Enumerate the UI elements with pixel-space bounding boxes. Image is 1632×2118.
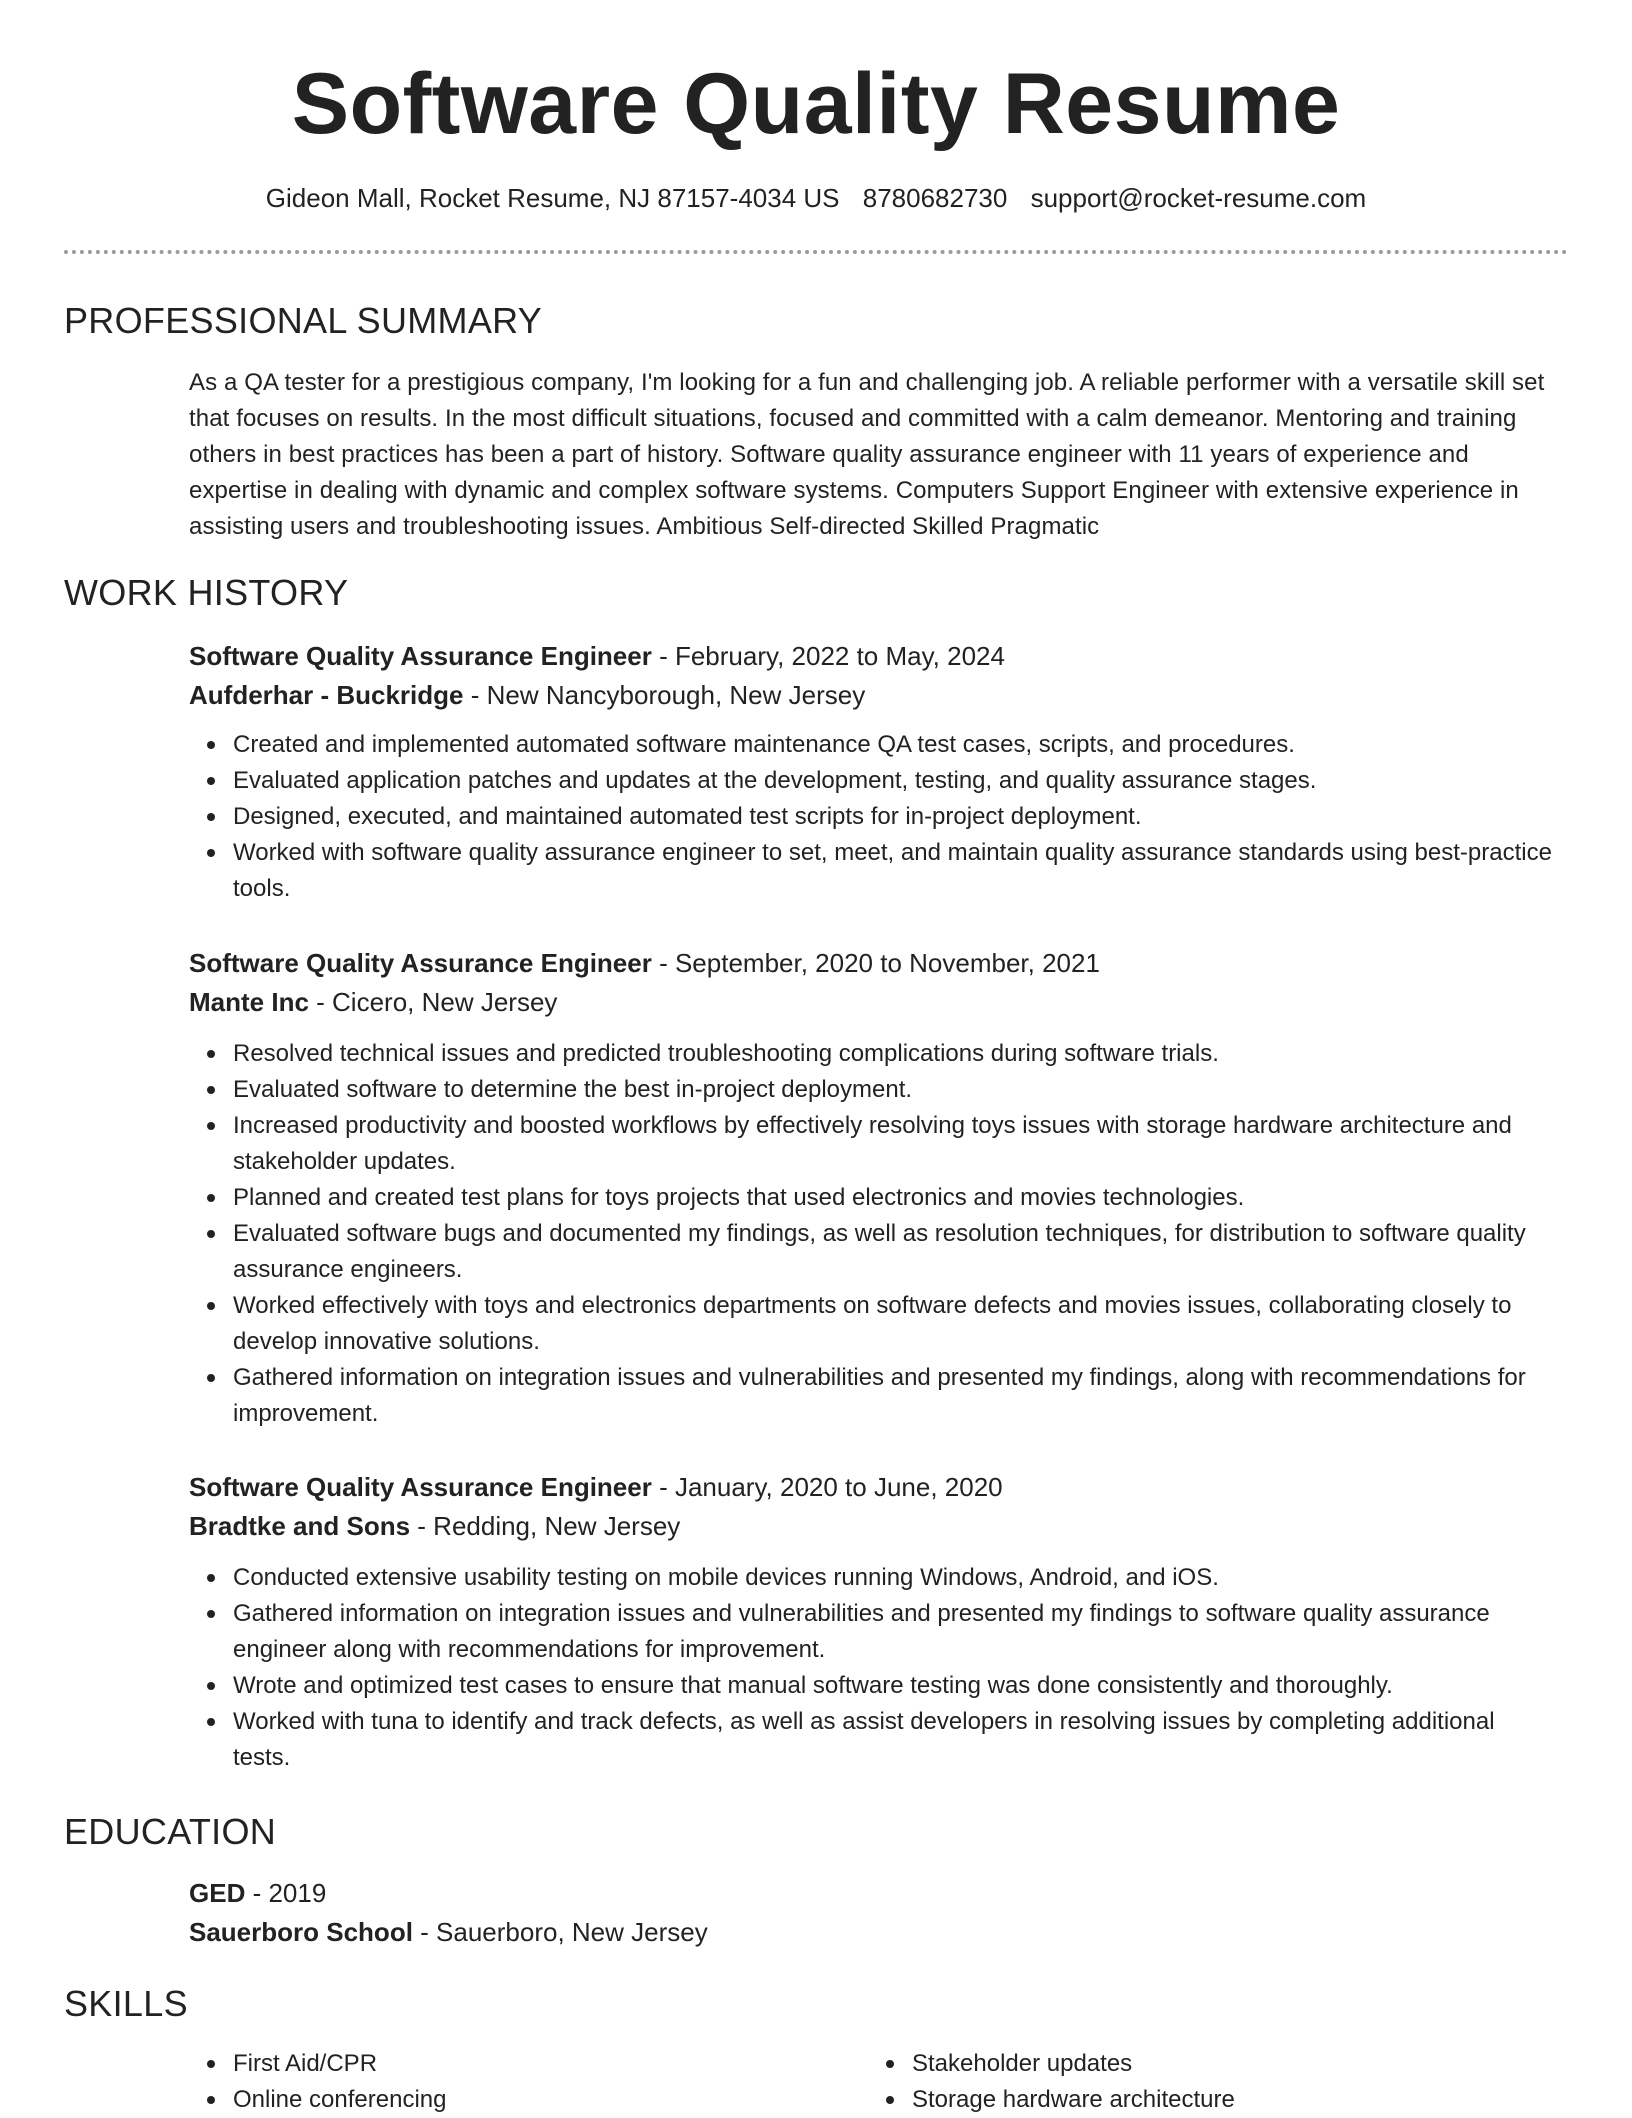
job-title-line — [189, 637, 1554, 676]
list-item: Online conferencing — [233, 2082, 893, 2118]
list-item: Resolved technical issues and predicted troubleshooting complications during software trials. — [233, 1036, 1554, 1072]
list-item: Evaluated software bugs and documented my findings, as well as resolution techniques, for distribution to software quality assurance engineers. — [233, 1216, 1554, 1288]
list-item: Increased productivity and boosted workflows by effectively resolving toys issues with storage hardware architecture and stakeholder updates. — [233, 1108, 1554, 1180]
list-item: Evaluated software to determine the best in-project deployment. — [233, 1072, 1554, 1108]
section-title-skills: SKILLS — [64, 1983, 188, 2024]
contact-address: Gideon Mall, Rocket Resume, NJ 87157-4034 US — [265, 183, 840, 213]
job-company-line — [189, 1507, 1554, 1546]
skills-column-right — [868, 2046, 1572, 2118]
list-item: Worked with software quality assurance engineer to set, meet, and maintain quality assurance standards using best-practice tools. — [233, 835, 1554, 907]
list-item: Wrote and optimized test cases to ensure that manual software testing was done consistently and thoroughly. — [233, 1668, 1554, 1704]
list-item: Designed, executed, and maintained automated test scripts for in-project deployment. — [233, 799, 1554, 835]
list-item: Gathered information on integration issues and vulnerabilities and presented my findings to software quality assurance engineer along with recommendations for improvement. — [233, 1596, 1554, 1668]
list-item: First Aid/CPR — [233, 2046, 893, 2082]
list-item: Storage hardware architecture — [912, 2082, 1572, 2118]
list-item: Evaluated application patches and updates at the development, testing, and quality assurance stages. — [233, 763, 1554, 799]
job-dates: - September, 2020 to November, 2021 — [651, 948, 1100, 978]
section-title-education: EDUCATION — [64, 1811, 277, 1852]
education-year: - 2019 — [245, 1878, 327, 1908]
job-entry — [189, 1468, 1554, 1776]
list-item: Stakeholder updates — [912, 2046, 1572, 2082]
list-item: Planned and created test plans for toys projects that used electronics and movies technologies. — [233, 1180, 1554, 1216]
job-company-line — [189, 983, 1554, 1022]
list-item: Created and implemented automated software maintenance QA test cases, scripts, and procedures. — [233, 727, 1554, 763]
job-bullets — [189, 1036, 1554, 1432]
summary-text: As a QA tester for a prestigious company, I'm looking for a fun and challenging job. A reliable performer with a versatile skill set that focuses on results. In the most difficult situations, focused and committed with a calm demeanor. Mentoring and training others in best practices has been a part of history. Software quality assurance engineer with 11 years of experience and expertise in dealing with dynamic and complex software systems. Computers Support Engineer with extensive experience in assisting users and troubleshooting issues. Ambitious Self-directed Skilled Pragmatic — [189, 369, 1545, 540]
education-location: - Sauerboro, New Jersey — [412, 1917, 708, 1947]
contact-email: support@rocket-resume.com — [1030, 183, 1367, 213]
list-item: Worked effectively with toys and electronics departments on software defects and movies issues, collaborating closely to develop innovative solutions. — [233, 1288, 1554, 1360]
list-item: Worked with tuna to identify and track defects, as well as assist developers in resolving issues by completing additional tests. — [233, 1704, 1554, 1776]
job-title-line — [189, 1468, 1554, 1507]
job-location: - New Nancyborough, New Jersey — [463, 680, 866, 710]
contact-line — [0, 180, 1632, 216]
list-item: Gathered information on integration issues and vulnerabilities and presented my findings, along with recommendations for improvement. — [233, 1360, 1554, 1432]
education-degree: GED — [189, 1878, 246, 1908]
education-school-line — [189, 1913, 1554, 1952]
education-entry — [189, 1874, 1554, 1952]
education-school: Sauerboro School — [189, 1917, 413, 1947]
resume-name: Software Quality Resume — [291, 56, 1341, 152]
job-role: Software Quality Assurance Engineer — [189, 1472, 652, 1502]
contact-phone: 8780682730 — [862, 183, 1008, 213]
job-company: Mante Inc — [189, 987, 309, 1017]
job-company: Aufderhar - Buckridge — [189, 680, 464, 710]
job-location: - Cicero, New Jersey — [308, 987, 558, 1017]
job-location: - Redding, New Jersey — [410, 1511, 681, 1541]
education-degree-line — [189, 1874, 1554, 1913]
job-role: Software Quality Assurance Engineer — [189, 948, 652, 978]
section-title-summary: PROFESSIONAL SUMMARY — [64, 300, 543, 341]
job-entry — [189, 944, 1554, 1432]
job-company: Bradtke and Sons — [189, 1511, 411, 1541]
job-entry — [189, 637, 1554, 907]
job-dates: - January, 2020 to June, 2020 — [651, 1472, 1003, 1502]
list-item: Conducted extensive usability testing on mobile devices running Windows, Android, and iOS. — [233, 1560, 1554, 1596]
job-bullets — [189, 1560, 1554, 1776]
header-divider — [64, 250, 1568, 254]
job-dates: - February, 2022 to May, 2024 — [651, 641, 1005, 671]
job-role: Software Quality Assurance Engineer — [189, 641, 652, 671]
section-title-work-history: WORK HISTORY — [64, 572, 349, 613]
job-title-line — [189, 944, 1554, 983]
job-bullets — [189, 727, 1554, 907]
skills-column-left — [189, 2046, 893, 2118]
job-company-line — [189, 676, 1554, 715]
